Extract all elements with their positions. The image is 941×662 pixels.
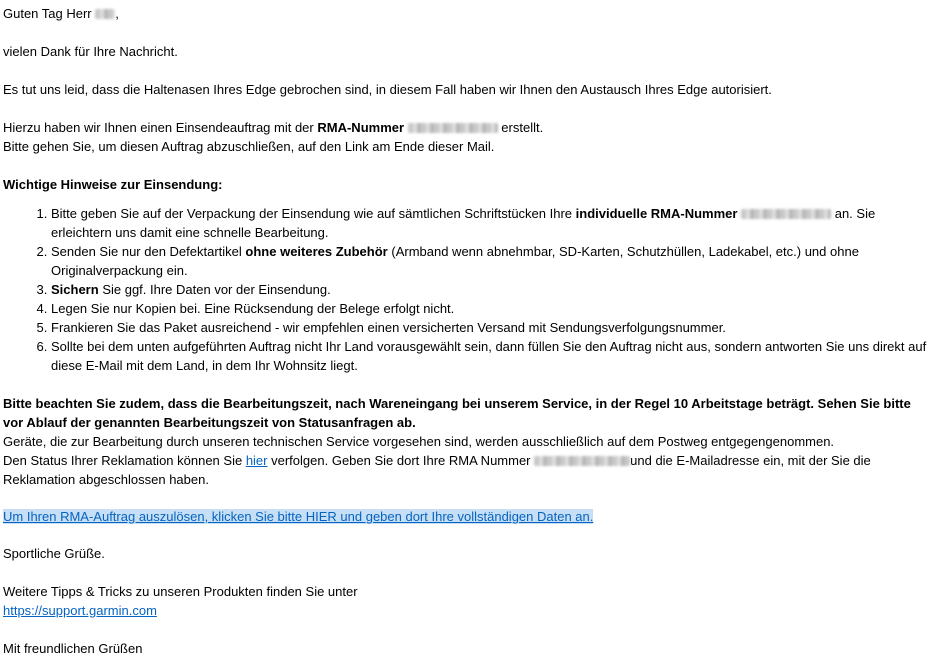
greeting: Guten Tag Herr , [3, 6, 119, 21]
rma-order-link[interactable]: Um Ihren RMA-Auftrag auszulösen, klicken Sie bitte HIER und geben dort Ihre vollständigen Daten an. [3, 509, 594, 524]
list-item: 3. Sichern Sie ggf. Ihre Daten vor der Einsendung. [51, 280, 933, 299]
processing-note: Bitte beachten Sie zudem, dass die Bearbeitungszeit, nach Wareneingang bei unserem Service, in der Regel 10 Arbeitstage beträgt. Sehen Sie bitte vor Ablauf der genannten Bearbeitungszeit von Statusanfragen ab. [3, 396, 911, 430]
redacted-rma-number [741, 209, 831, 219]
status-link[interactable]: hier [245, 453, 268, 468]
list-item: 2. Senden Sie nur den Defektartikel ohne weiteres Zubehör (Armband wenn abnehmbar, SD-Karten, Schutzhüllen, Ladekabel, etc.) und ohne Originalverpackung ein. [51, 242, 933, 280]
sporty-greeting: Sportliche Grüße. [3, 546, 105, 561]
redacted-rma-number [408, 123, 498, 133]
order-line-2: Bitte gehen Sie, um diesen Auftrag abzuschließen, auf den Link am Ende dieser Mail. [3, 139, 495, 154]
closing: Mit freundlichen Grüßen [3, 641, 143, 656]
redacted-rma-number [534, 456, 630, 466]
cta-line [3, 507, 933, 526]
status-note: Den Status Ihrer Reklamation können Sie hier verfolgen. Geben Sie dort Ihre RMA Nummer und die E-Mailadresse ein, mit der Sie die Reklamation abgeschlossen haben. [3, 453, 871, 487]
list-item: 4. Legen Sie nur Kopien bei. Eine Rücksendung der Belege erfolgt nicht. [51, 299, 933, 318]
redacted-name [95, 9, 115, 19]
notes-list [3, 204, 933, 375]
order-line-1: Hierzu haben wir Ihnen einen Einsendeauftrag mit der RMA-Nummer erstellt. [3, 120, 544, 135]
tips-link-line [3, 601, 933, 620]
notes-heading: Wichtige Hinweise zur Einsendung: [3, 177, 223, 192]
sorry-paragraph: Es tut uns leid, dass die Haltenasen Ihres Edge gebrochen sind, in diesem Fall haben wir Ihnen den Austausch Ihres Edge autorisiert. [3, 82, 772, 97]
support-link[interactable]: https://support.garmin.com [3, 603, 157, 618]
list-item: 6. Sollte bei dem unten aufgeführten Auftrag nicht Ihr Land vorausgewählt sein, dann füllen Sie den Auftrag nicht aus, sondern antworten Sie uns direkt auf diese E-Mail mit dem Land, in dem Ihr Wohnsitz liegt. [51, 337, 933, 375]
thanks-line: vielen Dank für Ihre Nachricht. [3, 44, 178, 59]
list-item: 5. Frankieren Sie das Paket ausreichend - wir empfehlen einen versicherten Versand mit Sendungsverfolgungsnummer. [51, 318, 933, 337]
postal-note: Geräte, die zur Bearbeitung durch unseren technischen Service vorgesehen sind, werden ausschließlich auf dem Postweg entgegengenommen. [3, 434, 835, 449]
tips-text: Weitere Tipps & Tricks zu unseren Produkten finden Sie unter [3, 584, 358, 599]
list-item: 1. Bitte geben Sie auf der Verpackung der Einsendung wie auf sämtlichen Schriftstücken Ihre individuelle RMA-Nummer an. Sie erleichtern uns damit eine schnelle Bearbeitung. [51, 204, 933, 242]
